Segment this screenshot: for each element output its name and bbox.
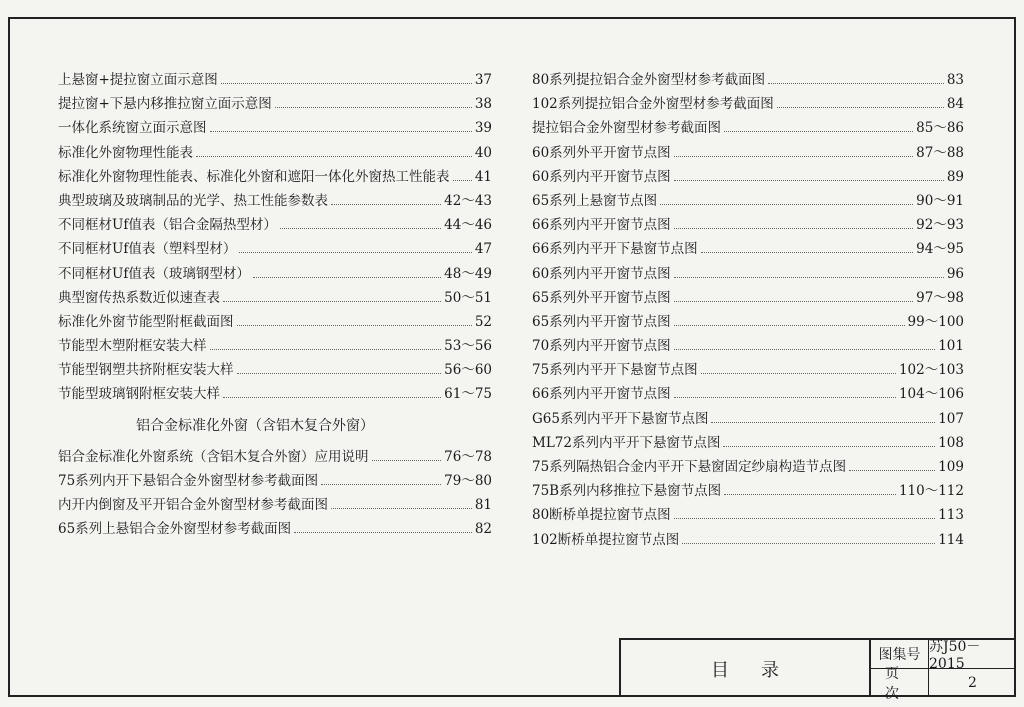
dot-leader: [331, 204, 441, 205]
toc-entry: [58, 237, 492, 261]
dot-leader: [221, 83, 472, 84]
section-title: 铝合金标准化外窗（含铝木复合外窗）: [136, 417, 374, 434]
dot-leader: [701, 373, 896, 374]
toc-entry-title: 80系列提拉铝合金外窗型材参考截面图: [532, 72, 766, 88]
toc-entry-page: 109: [938, 459, 964, 475]
dot-leader: [724, 131, 913, 132]
toc-entry-page: 84: [946, 96, 964, 113]
toc-entry-page: 44～46: [444, 217, 492, 234]
toc-entry: [58, 68, 492, 92]
atlas-number-value: 苏J50－2015: [929, 640, 1016, 669]
toc-entry: [532, 189, 964, 213]
toc-entry: [58, 165, 492, 189]
toc-list-left-aluminum: [58, 445, 492, 542]
dot-leader: [768, 83, 944, 84]
toc-entry-title: 典型玻璃及玻璃制品的光学、热工性能参数表: [58, 192, 328, 209]
toc-entry: [532, 165, 964, 189]
title-block-main: 目录: [621, 640, 871, 697]
dot-leader: [280, 228, 441, 229]
toc-entry-title: 75系列内平开下悬窗节点图: [532, 362, 698, 379]
toc-entry-title: 60系列外平开窗节点图: [532, 144, 671, 161]
dot-leader: [453, 180, 472, 181]
toc-entry-page: 61～75: [444, 386, 492, 403]
toc-entry-page: 110～112: [898, 483, 964, 500]
page-number: 2: [968, 675, 977, 691]
title-block: [619, 638, 1016, 702]
toc-entry-page: 114: [938, 531, 964, 548]
toc-entry: [58, 116, 492, 140]
dot-leader: [724, 494, 896, 495]
toc-entry-title: 一体化系统窗立面示意图: [58, 120, 207, 137]
toc-entry: [58, 92, 492, 116]
toc-entry: [58, 334, 492, 358]
toc-entry: [532, 68, 964, 92]
toc-entry-title: 65系列上悬铝合金外窗型材参考截面图: [58, 521, 292, 538]
dot-leader: [849, 470, 935, 471]
dot-leader: [674, 518, 936, 519]
toc-entry-page: 92～93: [916, 217, 964, 234]
toc-entry-title: ML72系列内平开下悬窗节点图: [532, 434, 721, 451]
toc-entry-page: 56～60: [444, 362, 492, 379]
toc-entry-page: 89: [946, 168, 964, 185]
toc-entry-page: 96: [946, 265, 964, 282]
dot-leader: [210, 131, 472, 132]
toc-entry-title: 80断桥单提拉窗节点图: [532, 507, 671, 524]
toc-entry: [532, 358, 964, 382]
toc-entry-title: 70系列内平开窗节点图: [532, 338, 671, 355]
toc-entry: [532, 334, 964, 358]
toc-entry: [532, 213, 964, 237]
toc-entry-page: 97～98: [916, 289, 964, 306]
toc-entry: [532, 237, 964, 261]
toc-entry: [58, 286, 492, 310]
dot-leader: [777, 107, 944, 108]
toc-entry: [532, 310, 964, 334]
toc-entry-page: 81: [474, 497, 492, 513]
toc-entry-page: 107: [938, 410, 964, 427]
toc-list-left: [58, 68, 492, 407]
dot-leader: [723, 446, 935, 447]
toc-entry-title: 标准化外窗物理性能表、标准化外窗和遮阳一体化外窗热工性能表: [58, 168, 450, 185]
dot-leader: [674, 277, 944, 278]
toc-entry: [58, 382, 492, 406]
toc-left-column: [58, 68, 492, 541]
dot-leader: [237, 325, 472, 326]
toc-entry: [58, 493, 492, 517]
toc-entry-page: 37: [474, 72, 492, 88]
toc-list-right: [532, 68, 964, 552]
toc-entry-page: 40: [474, 144, 492, 161]
toc-entry: [58, 358, 492, 382]
toc-entry: [532, 382, 964, 406]
toc-entry-title: 66系列内平开窗节点图: [532, 217, 671, 234]
toc-entry: [58, 189, 492, 213]
toc-entry-page: 99～100: [907, 313, 964, 330]
dot-leader: [674, 397, 896, 398]
dot-leader: [275, 107, 472, 108]
dot-leader: [674, 156, 913, 157]
toc-entry: [532, 141, 964, 165]
atlas-number-label: 图集号: [871, 640, 929, 669]
toc-entry: [58, 141, 492, 165]
toc-entry-title: 65系列上悬窗节点图: [532, 192, 658, 209]
toc-entry-page: 82: [474, 521, 492, 538]
toc-entry: [58, 213, 492, 237]
toc-entry-title: 75系列隔热铝合金内平开下悬窗固定纱扇构造节点图: [532, 459, 847, 475]
toc-entry-page: 79～80: [444, 472, 492, 489]
toc-entry-page: 104～106: [898, 386, 964, 403]
toc-entry-title: 66系列内平开下悬窗节点图: [532, 241, 698, 258]
toc-entry-page: 39: [474, 120, 492, 137]
toc-right-column: [532, 68, 964, 552]
toc-entry-page: 83: [946, 72, 964, 88]
toc-entry-page: 53～56: [444, 338, 492, 355]
toc-entry-title: 内开内倒窗及平开铝合金外窗型材参考截面图: [58, 497, 328, 513]
toc-entry: [532, 116, 964, 140]
toc-entry-page: 52: [474, 313, 492, 330]
dot-leader: [674, 349, 936, 350]
toc-entry-page: 108: [938, 434, 964, 451]
toc-entry-title: 102系列提拉铝合金外窗型材参考截面图: [532, 96, 774, 113]
toc-entry: [58, 310, 492, 334]
dot-leader: [196, 156, 472, 157]
dot-leader: [674, 180, 944, 181]
dot-leader: [253, 277, 441, 278]
dot-leader: [682, 543, 935, 544]
toc-entry-title: 铝合金标准化外窗系统（含铝木复合外窗）应用说明: [58, 448, 369, 465]
toc-entry-page: 90～91: [916, 192, 964, 209]
dot-leader: [294, 532, 472, 533]
toc-entry-title: 60系列内平开窗节点图: [532, 168, 671, 185]
toc-entry: [58, 262, 492, 286]
toc-entry-page: 85～86: [916, 120, 964, 137]
toc-entry-title: 75B系列内移推拉下悬窗节点图: [532, 483, 722, 500]
dot-leader: [660, 204, 913, 205]
toc-entry-title: G65系列内平开下悬窗节点图: [532, 410, 709, 427]
toc-entry: [532, 479, 964, 503]
toc-entry-title: 节能型钢塑共挤附框安装大样: [58, 362, 234, 379]
toc-entry-title: 不同框材Uf值表（玻璃钢型材）: [58, 265, 250, 282]
toc-entry-page: 76～78: [444, 448, 492, 465]
toc-entry-page: 50～51: [444, 289, 492, 306]
toc-entry-title: 典型窗传热系数近似速查表: [58, 289, 220, 306]
toc-entry-title: 上悬窗+提拉窗立面示意图: [58, 72, 218, 88]
toc-entry-title: 节能型木塑附框安装大样: [58, 338, 207, 355]
toc-entry: [58, 445, 492, 469]
dot-leader: [210, 349, 442, 350]
dot-leader: [239, 252, 471, 253]
dot-leader: [223, 301, 441, 302]
toc-entry: [58, 469, 492, 493]
toc-entry: [532, 528, 964, 552]
dot-leader: [674, 325, 905, 326]
toc-entry-title: 102断桥单提拉窗节点图: [532, 531, 680, 548]
toc-entry: [532, 455, 964, 479]
toc-entry: [532, 503, 964, 527]
toc-entry-page: 101: [938, 338, 964, 355]
toc-entry-title: 不同框材Uf值表（铝合金隔热型材）: [58, 217, 277, 234]
dot-leader: [321, 484, 441, 485]
toc-entry-title: 节能型玻璃钢附框安装大样: [58, 386, 220, 403]
toc-entry: [532, 286, 964, 310]
toc-entry-title: 提拉铝合金外窗型材参考截面图: [532, 120, 721, 137]
toc-entry-title: 65系列内平开窗节点图: [532, 313, 671, 330]
toc-entry-page: 41: [474, 168, 492, 185]
dot-leader: [223, 397, 441, 398]
toc-entry-page: 48～49: [444, 265, 492, 282]
toc-entry-page: 94～95: [916, 241, 964, 258]
toc-entry-title: 不同框材Uf值表（塑料型材）: [58, 241, 237, 258]
toc-entry-page: 102～103: [898, 362, 964, 379]
dot-leader: [372, 460, 442, 461]
toc-entry: [58, 517, 492, 541]
dot-leader: [674, 301, 913, 302]
dot-leader: [237, 373, 442, 374]
toc-entry-page: 38: [474, 96, 492, 113]
toc-entry-title: 标准化外窗节能型附框截面图: [58, 313, 234, 330]
toc-entry-title: 60系列内平开窗节点图: [532, 265, 671, 282]
toc-entry-page: 113: [938, 507, 964, 524]
toc-entry-page: 42～43: [444, 192, 492, 209]
toc-entry-page: 47: [474, 241, 492, 258]
toc-entry-title: 66系列内平开窗节点图: [532, 386, 671, 403]
toc-entry-title: 标准化外窗物理性能表: [58, 144, 193, 161]
page-label: 页次: [871, 669, 929, 697]
dot-leader: [331, 508, 472, 509]
toc-entry: [532, 431, 964, 455]
dot-leader: [674, 228, 913, 229]
toc-entry-title: 75系列内开下悬铝合金外窗型材参考截面图: [58, 472, 319, 489]
toc-entry: [532, 262, 964, 286]
toc-entry-title: 65系列外平开窗节点图: [532, 289, 671, 306]
toc-entry: [532, 407, 964, 431]
toc-entry-title: 提拉窗+下悬内移推拉窗立面示意图: [58, 96, 272, 113]
dot-leader: [711, 422, 935, 423]
dot-leader: [701, 252, 913, 253]
toc-entry-page: 87～88: [916, 144, 964, 161]
toc-entry: [532, 92, 964, 116]
